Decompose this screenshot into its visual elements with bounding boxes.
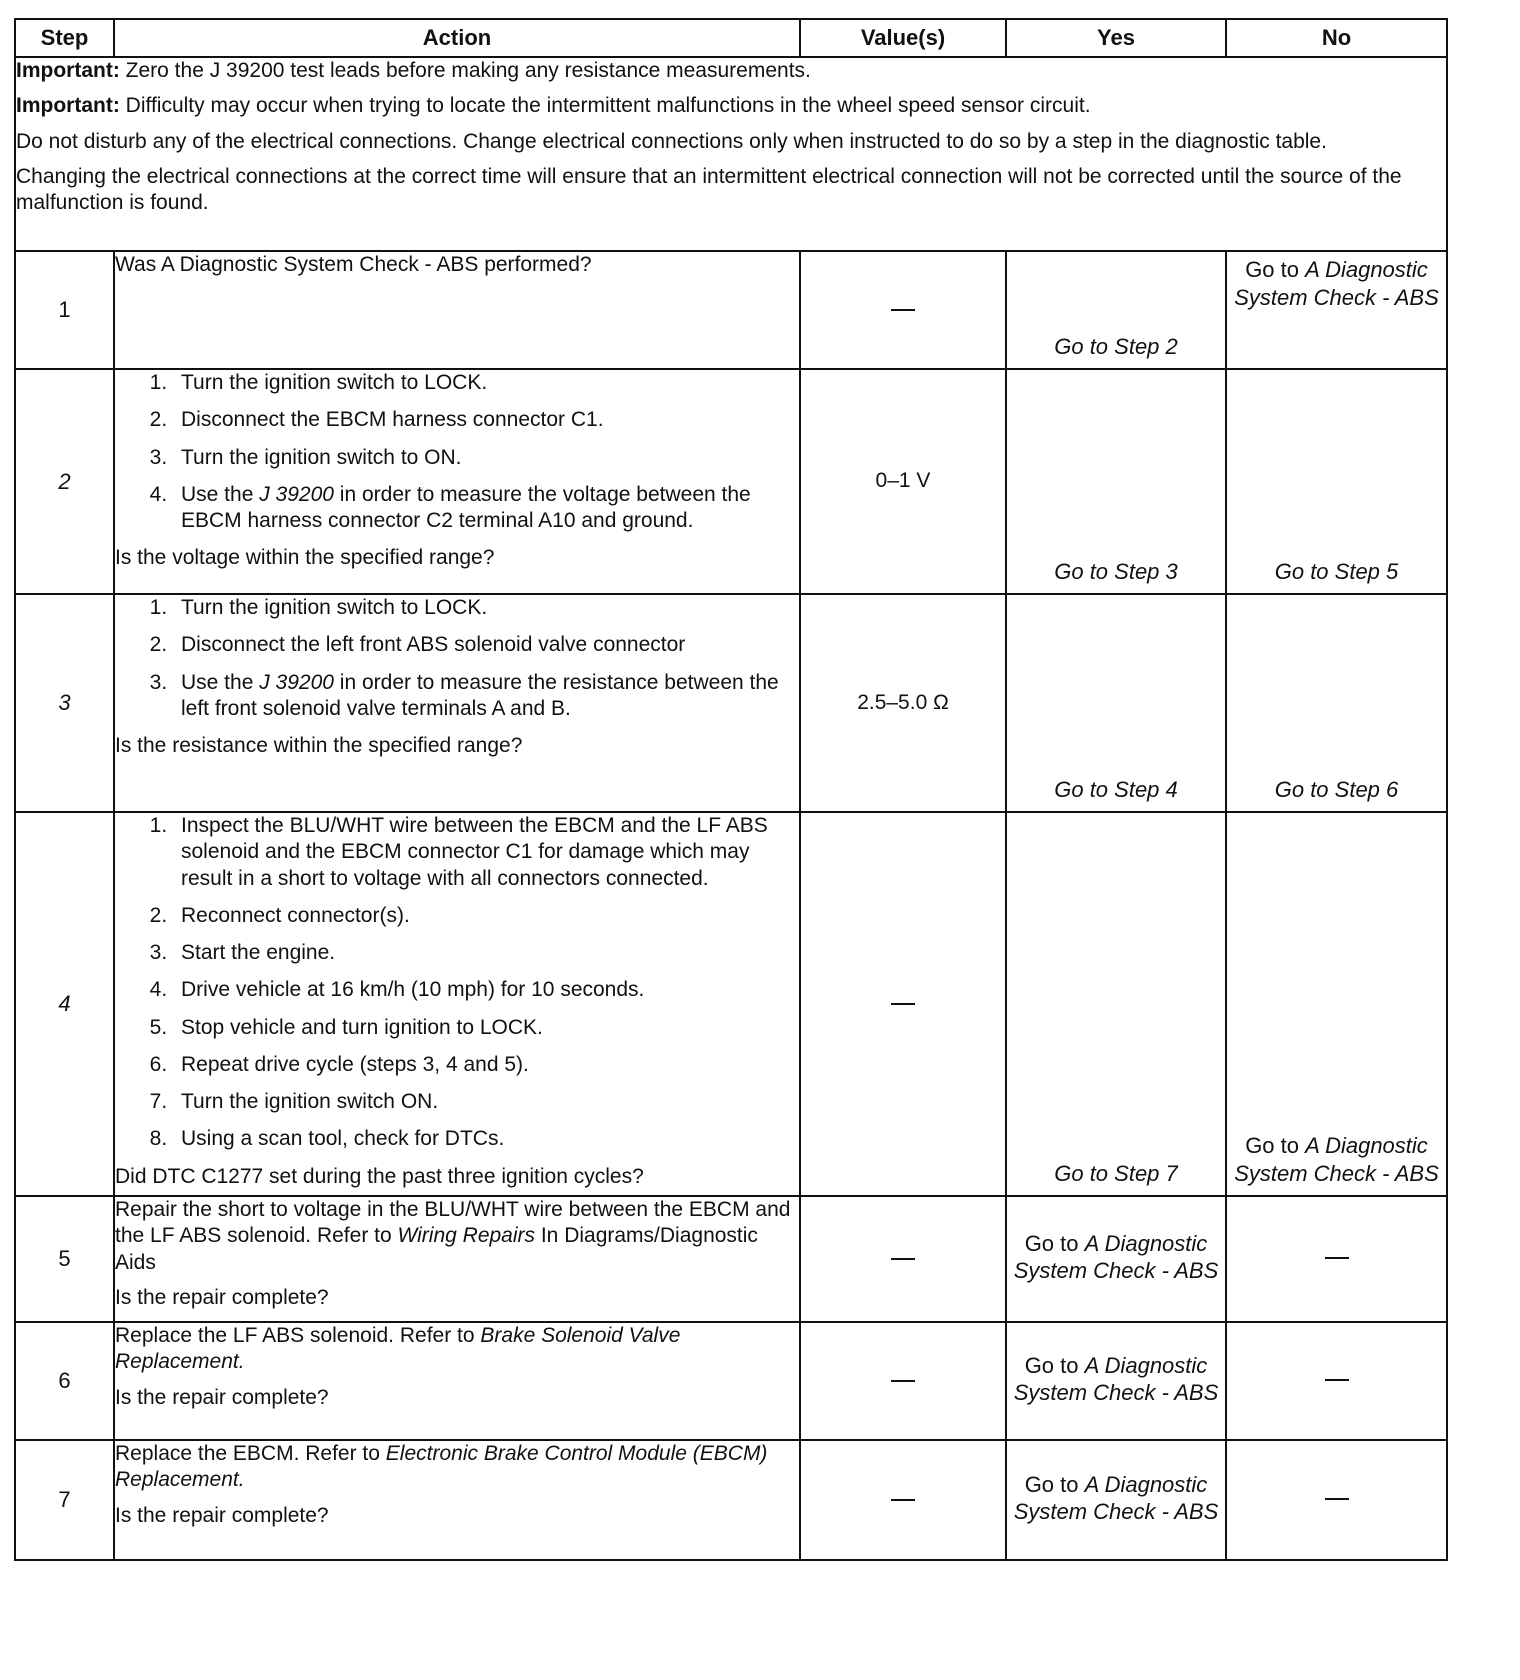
note-3: [16, 129, 1446, 155]
no-dash: [1325, 1257, 1349, 1259]
step-row-5: [15, 1196, 1447, 1322]
step-row-6: [15, 1322, 1447, 1440]
doc-reference: Electronic Brake Control Module (EBCM) Replacement.: [115, 1442, 768, 1492]
list-item: 2. Reconnect connector(s).: [173, 903, 799, 929]
yes-reference: A Diagnostic System Check - ABS: [1013, 1230, 1219, 1283]
list-item: 1. Turn the ignition switch to LOCK.: [173, 595, 799, 621]
list-item: 4. Drive vehicle at 16 km/h (10 mph) for 10 seconds.: [173, 977, 799, 1003]
yes-prefix: Go to: [1024, 1471, 1085, 1497]
no-reference: A Diagnostic System Check - ABS: [1234, 1133, 1439, 1186]
step-action: [114, 812, 800, 1196]
step-action: [114, 1440, 800, 1560]
step-number: 1: [15, 251, 114, 369]
value-dash: [891, 1258, 915, 1260]
step-number: 7: [15, 1440, 114, 1560]
instruction-text: Replace the EBCM. Refer to: [115, 1442, 386, 1465]
note-label: Important:: [16, 59, 120, 82]
yes-reference: A Diagnostic System Check - ABS: [1013, 1352, 1219, 1405]
no-result: [1226, 1196, 1447, 1322]
no-result: [1226, 1440, 1447, 1560]
yes-result: [1006, 1322, 1226, 1440]
step-question: Is the repair complete?: [115, 1285, 329, 1309]
no-result: Go to Step 6: [1226, 594, 1447, 812]
header-yes: Yes: [1006, 19, 1226, 57]
value-dash: [891, 309, 915, 311]
step-row-7: [15, 1440, 1447, 1560]
step-row-4: [15, 812, 1447, 1196]
no-dash: [1325, 1498, 1349, 1500]
step-row-3: [15, 594, 1447, 812]
step-value: [800, 1322, 1006, 1440]
step-question: Was A Diagnostic System Check - ABS performed?: [115, 253, 592, 276]
item-text: Use the: [181, 482, 260, 506]
note-text: Do not disturb any of the electrical connections. Change electrical connections only when instructed to do so by a step in the diagnostic table.: [16, 129, 1327, 153]
step-value: 0–1 V: [800, 369, 1006, 594]
diagnostic-table: [14, 18, 1448, 1561]
step-question: Did DTC C1277 set during the past three ignition cycles?: [115, 1164, 644, 1188]
no-reference: A Diagnostic System Check - ABS: [1234, 257, 1439, 310]
step-number: 5: [15, 1196, 114, 1322]
step-list: [115, 370, 799, 534]
no-prefix: Go to: [1245, 1133, 1306, 1158]
step-instruction: [115, 1323, 799, 1376]
note-4: [16, 164, 1446, 217]
list-item: [173, 670, 799, 723]
step-instruction: [115, 1441, 799, 1494]
yes-result: Go to Step 4: [1006, 594, 1226, 812]
step-value: 2.5–5.0 Ω: [800, 594, 1006, 812]
step-question: Is the repair complete?: [115, 1503, 329, 1527]
list-item: 2. Disconnect the left front ABS solenoid valve connector: [173, 632, 799, 658]
item-text: in order to measure the voltage between the EBCM harness connector C2 terminal A10 and ground.: [181, 482, 751, 532]
header-step: Step: [15, 19, 114, 57]
notes-cell: [15, 57, 1447, 251]
step-action: [114, 369, 800, 594]
step-number: 3: [15, 594, 114, 812]
step-row-2: [15, 369, 1447, 594]
instruction-text: In Diagrams/Diagnostic Aids: [115, 1224, 758, 1274]
list-item: 6. Repeat drive cycle (steps 3, 4 and 5).: [173, 1052, 799, 1078]
doc-reference: Wiring Repairs: [397, 1224, 536, 1248]
header-no: No: [1226, 19, 1447, 57]
note-text: Zero the J 39200 test leads before making any resistance measurements.: [119, 59, 811, 82]
note-label: Important:: [16, 94, 120, 118]
instruction-text: Repair the short to voltage in the BLU/WHT wire between the EBCM and the LF ABS solenoid. Refer to: [115, 1198, 791, 1248]
list-item: 2. Disconnect the EBCM harness connector C1.: [173, 407, 799, 433]
step-question: Is the repair complete?: [115, 1385, 329, 1409]
step-number: 6: [15, 1322, 114, 1440]
note-important-1: [16, 58, 1446, 84]
step-list: [115, 813, 799, 1153]
list-item: 7. Turn the ignition switch ON.: [173, 1089, 799, 1115]
list-item: 3. Turn the ignition switch to ON.: [173, 445, 799, 471]
tool-ref: J 39200: [259, 670, 334, 694]
list-item: 3. Start the engine.: [173, 940, 799, 966]
no-prefix: Go to: [1245, 257, 1306, 282]
doc-reference: Brake Solenoid Valve Replacement.: [115, 1324, 681, 1374]
note-important-2: [16, 93, 1446, 119]
step-row-1: [15, 251, 1447, 369]
item-text: Use the: [181, 670, 260, 694]
step-number: 4: [15, 812, 114, 1196]
header-values: Value(s): [800, 19, 1006, 57]
list-item: 8. Using a scan tool, check for DTCs.: [173, 1126, 799, 1152]
step-question: Is the resistance within the specified range?: [115, 734, 523, 757]
step-action: [114, 594, 800, 812]
step-list: [115, 595, 799, 722]
tool-ref: J 39200: [259, 482, 334, 506]
list-item: 5. Stop vehicle and turn ignition to LOCK.: [173, 1015, 799, 1041]
no-result: Go to Step 5: [1226, 369, 1447, 594]
step-value: [800, 251, 1006, 369]
yes-result: Go to Step 3: [1006, 369, 1226, 594]
step-action: [114, 1196, 800, 1322]
step-value: [800, 1440, 1006, 1560]
value-dash: [891, 1380, 915, 1382]
value-dash: [891, 1003, 915, 1005]
list-item: 1. Turn the ignition switch to LOCK.: [173, 370, 799, 396]
yes-result: [1006, 1440, 1226, 1560]
no-dash: [1325, 1379, 1349, 1381]
note-text: Difficulty may occur when trying to locate the intermittent malfunctions in the wheel speed sensor circuit.: [119, 94, 1091, 118]
header-action: Action: [114, 19, 800, 57]
step-action: [114, 1322, 800, 1440]
step-value: [800, 1196, 1006, 1322]
list-item: 1. Inspect the BLU/WHT wire between the EBCM and the LF ABS solenoid and the EBCM connector C1 for damage which may result in a short to voltage with all connectors connected.: [173, 813, 799, 892]
yes-result: Go to Step 2: [1006, 251, 1226, 369]
step-action: [114, 251, 800, 369]
note-text: Changing the electrical connections at the correct time will ensure that an intermittent electrical connection will not be corrected until the source of the malfunction is found.: [16, 164, 1402, 214]
yes-result: [1006, 1196, 1226, 1322]
header-row: [15, 19, 1447, 57]
instruction-text: Replace the LF ABS solenoid. Refer to: [115, 1324, 481, 1347]
step-number: 2: [15, 369, 114, 594]
list-item: [173, 482, 799, 535]
step-question: Is the voltage within the specified range?: [115, 546, 495, 570]
notes-row: [15, 57, 1447, 251]
no-result: [1226, 251, 1447, 369]
yes-reference: A Diagnostic System Check - ABS: [1013, 1471, 1219, 1524]
yes-prefix: Go to: [1024, 1352, 1085, 1378]
step-instruction: [115, 1197, 799, 1276]
item-text: in order to measure the resistance between the left front solenoid valve terminals A and B.: [181, 670, 779, 720]
yes-prefix: Go to: [1024, 1230, 1085, 1256]
step-value: [800, 812, 1006, 1196]
value-dash: [891, 1499, 915, 1501]
no-result: [1226, 1322, 1447, 1440]
yes-result: Go to Step 7: [1006, 812, 1226, 1196]
no-result: [1226, 812, 1447, 1196]
